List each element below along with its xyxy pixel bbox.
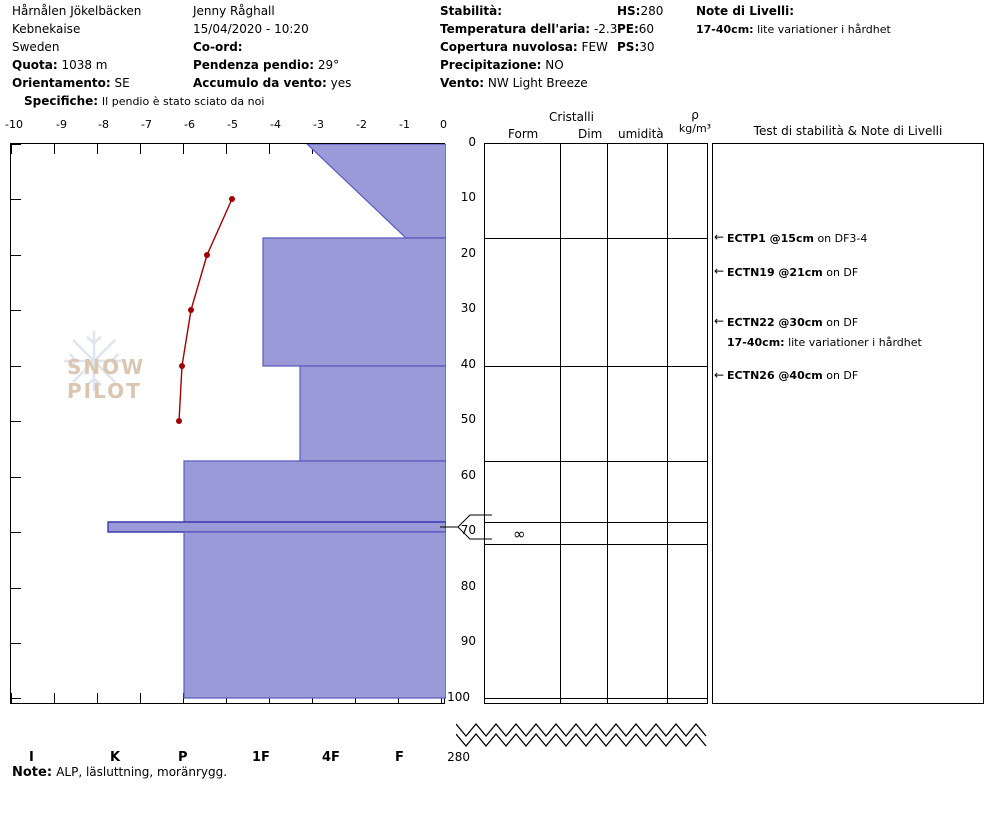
temperature-point [229, 196, 235, 202]
stability-test-row [727, 232, 867, 245]
cloud-cover-label: Copertura nuvolosa: [440, 40, 578, 54]
hardness-label-I: I [29, 750, 34, 765]
layer-note-text: lite variationer i hårdhet [757, 23, 891, 36]
temperature-point [188, 307, 194, 313]
layer-divider-67cm [485, 522, 707, 523]
aspect-value: SE [114, 76, 130, 90]
crust-leader-line [440, 505, 492, 553]
hardness-tick--9: -9 [56, 118, 67, 131]
layer-note-range: 17-40cm: [696, 23, 754, 36]
hardness-tick--1: -1 [399, 118, 410, 131]
air-temp-label: Temperatura dell'aria: [440, 22, 591, 36]
air-temp-value: -2.3 [593, 22, 618, 36]
precipitation-value: NO [545, 58, 564, 72]
hardness-axis-top [0, 118, 460, 134]
hardness-label-K: K [110, 750, 121, 765]
slope-angle-value: 29° [317, 58, 340, 72]
temperature-point [176, 418, 182, 424]
snowpilot-logo [49, 329, 209, 403]
column-divider-moisture-density [667, 144, 668, 703]
hardness-tick--7: -7 [141, 118, 152, 131]
crystal-density-table [484, 143, 708, 704]
observer-name: Jenny Råghall [193, 4, 275, 18]
precipitation-label: Precipitazione: [440, 58, 542, 72]
layer-notes-title: Note di Livelli: [696, 4, 795, 18]
hs-label: HS: [617, 4, 641, 18]
temperature-profile-line [11, 144, 446, 705]
hardness-label-1F: 1F [252, 750, 270, 765]
test-arrow-icon: ← [714, 314, 725, 328]
country-name: Sweden [12, 40, 60, 54]
depth-tick-20: 20 [460, 246, 476, 260]
crystal-size-header: Dim [578, 127, 603, 141]
depth-tick-70: 70 [460, 523, 476, 537]
depth-tick-10: 10 [460, 190, 476, 204]
depth-tick-40: 40 [460, 357, 476, 371]
rounded-grains-icon: ∞ [513, 525, 524, 543]
wind-loading-value: yes [330, 76, 352, 90]
elevation-value: 1038 m [61, 58, 108, 72]
header-column-weather [440, 4, 625, 94]
depth-tick-50: 50 [460, 412, 476, 426]
note-depth-range: 17-40cm: [727, 336, 785, 349]
density-rho-symbol: ρ [691, 108, 699, 122]
test-arrow-icon: ← [714, 368, 725, 382]
layer-divider-71cm [485, 544, 707, 545]
hardness-label-P: P [178, 750, 188, 765]
specifics-label: Specifiche: [24, 94, 99, 108]
wind-label: Vento: [440, 76, 485, 90]
test-name: ECTN19 @21cm [727, 266, 823, 279]
observation-datetime: 15/04/2020 - 10:20 [193, 22, 309, 36]
hardness-tick-0: 0 [440, 118, 447, 131]
hardness-tick--2: -2 [356, 118, 367, 131]
bottom-note [12, 765, 227, 780]
crystal-moisture-header: umidità [618, 127, 664, 141]
test-result: on DF [826, 369, 859, 382]
layer-divider-17cm [485, 238, 707, 239]
depth-tick-30: 30 [460, 301, 476, 315]
hardness-tick--4: -4 [270, 118, 281, 131]
depth-tick-90: 90 [460, 634, 476, 648]
test-name: ECTN22 @30cm [727, 316, 823, 329]
crystal-form-header: Form [508, 127, 539, 141]
header-column-snowpack [617, 4, 687, 58]
region-name: Kebnekaise [12, 22, 81, 36]
test-name: ECTN26 @40cm [727, 369, 823, 382]
hardness-tick--8: -8 [98, 118, 109, 131]
hardness-tick--6: -6 [184, 118, 195, 131]
test-arrow-icon: ← [714, 230, 725, 244]
hardness-label-4F: 4F [322, 750, 340, 765]
stability-label: Stabilità: [440, 4, 503, 18]
hardness-tick--5: -5 [227, 118, 238, 131]
site-name: Hårnålen Jökelbäcken [12, 4, 142, 18]
layer-divider-100cm [485, 698, 707, 699]
header-column-observer [193, 4, 418, 94]
coord-label: Co-ord: [193, 40, 243, 54]
snowpack-break-zigzag [456, 718, 708, 748]
hardness-label-F: F [395, 750, 404, 765]
cloud-cover-value: FEW [581, 40, 608, 54]
snow-profile-plot [10, 143, 445, 704]
ps-value: 30 [639, 40, 655, 54]
column-divider-form-dim [560, 144, 561, 703]
test-result: on DF [826, 266, 859, 279]
stability-panel [712, 143, 984, 704]
stability-test-row [727, 369, 858, 382]
depth-axis [446, 135, 480, 764]
test-arrow-icon: ← [714, 264, 725, 278]
test-result: on DF3-4 [817, 232, 868, 245]
wind-value: NW Light Breeze [487, 76, 588, 90]
bottom-note-text: ALP, läsluttning, moränrygg. [56, 765, 228, 779]
profile-header [0, 0, 994, 112]
depth-tick-0: 0 [468, 135, 476, 149]
layer-note-row [727, 336, 922, 349]
slope-angle-label: Pendenza pendio: [193, 58, 315, 72]
ps-label: PS: [617, 40, 640, 54]
stability-test-row [727, 266, 858, 279]
test-name: ECTP1 @15cm [727, 232, 814, 245]
stability-test-row [727, 316, 858, 329]
header-column-layer-notes [696, 4, 986, 40]
crystals-group-header: Cristalli [549, 110, 594, 124]
layer-divider-57cm [485, 461, 707, 462]
depth-tick-80: 80 [460, 579, 476, 593]
depth-tick-100: 100 [447, 690, 470, 704]
hs-value: 280 [640, 4, 664, 18]
temperature-point [204, 252, 210, 258]
test-result: on DF [826, 316, 859, 329]
depth-tick-60: 60 [460, 468, 476, 482]
note-text: lite variationer i hårdhet [788, 336, 922, 349]
specifics-value: Il pendio è stato sciato da noi [101, 95, 265, 108]
column-divider-dim-moisture [607, 144, 608, 703]
depth-tick-280: 280 [447, 750, 470, 764]
stability-panel-header: Test di stabilità & Note di Livelli [753, 124, 943, 138]
pe-value: 60 [638, 22, 655, 36]
bottom-note-label: Note: [12, 765, 53, 780]
aspect-label: Orientamento: [12, 76, 111, 90]
layer-divider-40cm [485, 366, 707, 367]
pe-label: PE: [617, 22, 639, 36]
hardness-tick--3: -3 [313, 118, 324, 131]
logo-text: SNOW PILOT [67, 355, 146, 403]
elevation-label: Quota: [12, 58, 58, 72]
hardness-tick--10: -10 [5, 118, 23, 131]
density-units: kg/m³ [678, 122, 712, 135]
wind-loading-label: Accumulo da vento: [193, 76, 327, 90]
